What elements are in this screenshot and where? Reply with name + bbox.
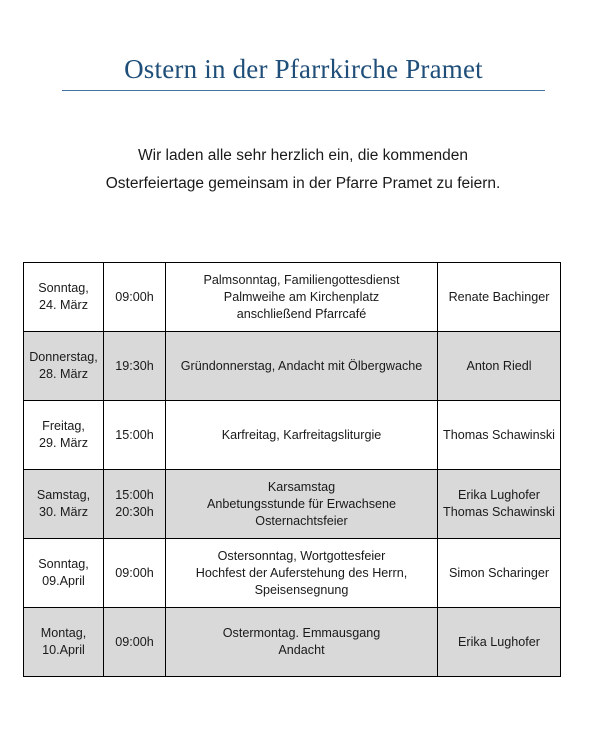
table-row	[24, 332, 561, 401]
table-row	[24, 401, 561, 470]
schedule-cell-date-line: Sonntag,	[38, 281, 89, 295]
schedule-cell-date-line: 09.April	[42, 574, 85, 588]
schedule-cell-time	[104, 401, 166, 470]
schedule-cell-description-line: Hochfest der Auferstehung des Herrn,	[195, 565, 408, 580]
schedule-cell-time-line: 15:00h	[115, 488, 154, 502]
schedule-cell-time-line: 19:30h	[115, 358, 154, 373]
schedule-cell-date-line: Montag,	[40, 626, 87, 640]
schedule-cell-date	[24, 332, 104, 401]
schedule-cell-time	[104, 608, 166, 677]
schedule-cell-description-line: Gründonnerstag, Andacht mit Ölbergwache	[180, 358, 423, 373]
schedule-cell-description-line: anschließend Pfarrcafé	[236, 306, 367, 321]
schedule-cell-date-line: 29. März	[39, 436, 88, 450]
schedule-cell-date-line: 30. März	[39, 505, 88, 519]
intro-line-2: Osterfeiertage gemeinsam in der Pfarre Pramet zu feiern.	[105, 175, 501, 192]
schedule-cell-description	[166, 263, 438, 332]
schedule-cell-date-line: Samstag,	[36, 488, 91, 502]
schedule-cell-person	[438, 401, 561, 470]
schedule-cell-date	[24, 539, 104, 608]
schedule-cell-person-line: Simon Scharinger	[448, 565, 550, 580]
page-title: Ostern in der Pfarrkirche Pramet	[124, 54, 483, 84]
schedule-table	[23, 262, 561, 677]
schedule-cell-person	[438, 608, 561, 677]
schedule-cell-time-line: 15:00h	[115, 427, 154, 442]
title-divider	[62, 90, 545, 91]
intro-paragraph	[53, 142, 553, 198]
schedule-cell-date	[24, 470, 104, 539]
schedule-cell-description-line: Anbetungsstunde für Erwachsene	[206, 496, 397, 511]
schedule-cell-date	[24, 608, 104, 677]
title-block	[62, 52, 545, 91]
schedule-cell-time-line: 09:00h	[115, 289, 154, 304]
table-row	[24, 608, 561, 677]
schedule-cell-date-line: Donnerstag,	[29, 350, 98, 364]
schedule-cell-person	[438, 539, 561, 608]
schedule-cell-description	[166, 608, 438, 677]
schedule-cell-date-line: 24. März	[39, 298, 88, 312]
schedule-cell-description-line: Palmweihe am Kirchenplatz	[223, 289, 380, 304]
schedule-cell-person-line: Renate Bachinger	[448, 289, 550, 304]
schedule-cell-person-line: Thomas Schawinski	[443, 427, 555, 442]
intro-line-1: Wir laden alle sehr herzlich ein, die kommenden	[138, 147, 468, 164]
schedule-cell-date	[24, 263, 104, 332]
schedule-cell-person-line: Erika Lughofer	[458, 634, 540, 649]
schedule-cell-description-line: Karfreitag, Karfreitagsliturgie	[221, 427, 382, 442]
schedule-cell-person	[438, 470, 561, 539]
schedule-cell-time-line: 20:30h	[115, 505, 154, 519]
schedule-cell-description-line: Karsamstag	[267, 479, 336, 494]
schedule-cell-description	[166, 332, 438, 401]
schedule-cell-time	[104, 539, 166, 608]
schedule-cell-description-line: Osternachtsfeier	[255, 513, 348, 528]
schedule-cell-time-line: 09:00h	[115, 565, 154, 580]
schedule-cell-person	[438, 263, 561, 332]
schedule-cell-time	[104, 263, 166, 332]
schedule-cell-date-line: 10.April	[42, 643, 85, 657]
schedule-cell-time-line: 09:00h	[115, 634, 154, 649]
schedule-cell-time	[104, 470, 166, 539]
table-row	[24, 539, 561, 608]
schedule-cell-description-line: Andacht	[278, 643, 325, 657]
schedule-cell-description-line: Speisensegnung	[254, 582, 349, 597]
schedule-cell-description-line: Ostersonntag, Wortgottesfeier	[217, 548, 386, 563]
schedule-table-container	[23, 262, 560, 677]
schedule-cell-description	[166, 470, 438, 539]
schedule-cell-date-line: Freitag,	[42, 419, 85, 433]
schedule-cell-description	[166, 539, 438, 608]
schedule-cell-person-line: Erika Lughofer	[458, 488, 540, 502]
schedule-cell-time	[104, 332, 166, 401]
schedule-cell-person-line: Anton Riedl	[466, 358, 532, 373]
schedule-cell-person-line: Thomas Schawinski	[443, 505, 555, 519]
schedule-cell-person	[438, 332, 561, 401]
schedule-cell-description	[166, 401, 438, 470]
schedule-cell-date-line: 28. März	[39, 367, 88, 381]
schedule-cell-description-line: Ostermontag. Emmausgang	[222, 626, 381, 640]
schedule-cell-date	[24, 401, 104, 470]
schedule-cell-date-line: Sonntag,	[38, 557, 89, 571]
table-row	[24, 470, 561, 539]
table-row	[24, 263, 561, 332]
schedule-cell-description-line: Palmsonntag, Familiengottesdienst	[203, 272, 400, 287]
